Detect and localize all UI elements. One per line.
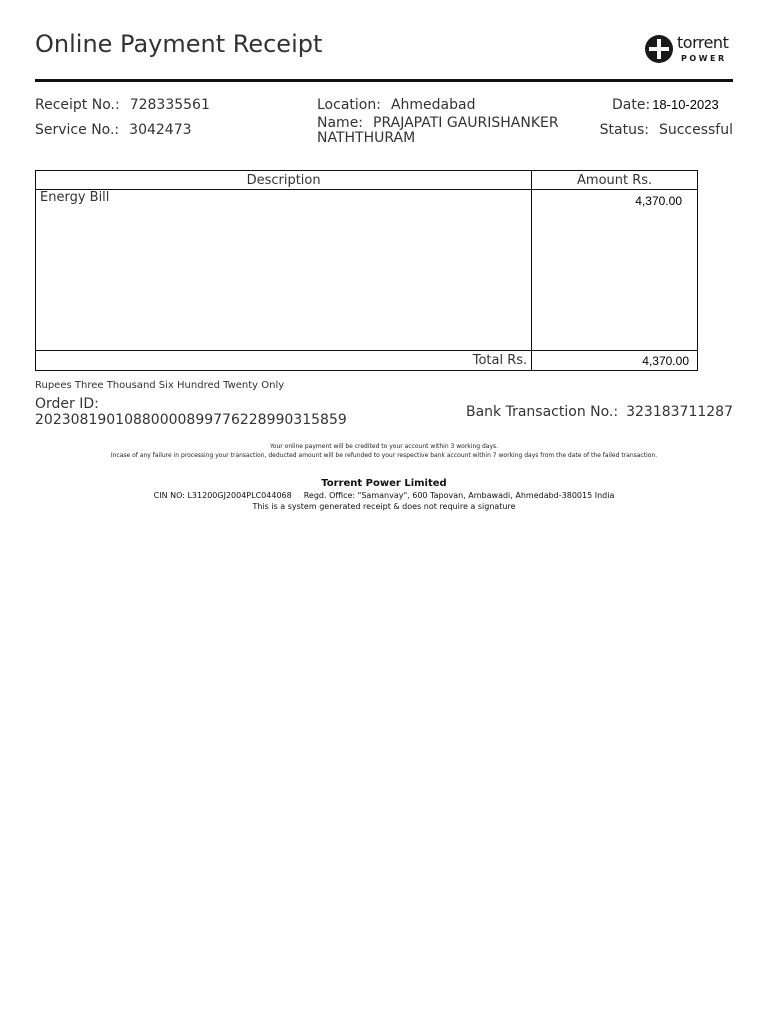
item-amount: 4,370.00 — [532, 190, 698, 351]
total-label: Total Rs. — [36, 351, 532, 371]
name-value-line2: NATHTHURAM — [317, 130, 416, 146]
service-number-field — [35, 122, 192, 138]
receipt-number-value: 728335561 — [129, 97, 210, 113]
system-generated-note: This is a system generated receipt & does not require a signature — [252, 502, 516, 511]
refund-note: Incase of any failure in processing your transaction, deducted amount will be refunded to your respective bank account within 7 working days from the date of the failed transaction. — [110, 452, 658, 459]
amount-column-header: Amount Rs. — [532, 171, 698, 190]
location-value: Ahmedabad — [390, 97, 476, 113]
bill-table — [35, 170, 698, 371]
status-value: Successful — [658, 122, 733, 138]
location-field — [317, 97, 475, 113]
service-number-value: 3042473 — [129, 122, 192, 138]
status-label: Status: — [599, 122, 649, 138]
date-field — [612, 97, 719, 113]
table-header-row — [36, 171, 698, 190]
cin-number: CIN NO: L31200GJ2004PLC044068 — [153, 491, 292, 500]
logo-wordmark: torrent — [677, 33, 729, 52]
name-label: Name: — [317, 115, 364, 131]
bank-transaction-value: 323183711287 — [626, 404, 733, 420]
torrent-logo-icon — [645, 35, 673, 63]
date-label: Date: — [612, 97, 651, 113]
order-id-value: 20230819010880000899776228990315859 — [35, 412, 347, 428]
total-value: 4,370.00 — [532, 351, 698, 371]
description-column-header: Description — [36, 171, 532, 190]
registered-office: Regd. Office: "Samanvay", 600 Tapovan, Ambawadi, Ahmedabd-380015 India — [303, 491, 615, 500]
date-value: 18-10-2023 — [652, 97, 719, 112]
bank-transaction-label: Bank Transaction No.: — [465, 404, 619, 420]
registration-line — [0, 491, 768, 500]
amount-in-words: Rupees Three Thousand Six Hundred Twenty Only — [35, 380, 285, 391]
service-number-label: Service No.: — [35, 122, 120, 138]
receipt-number-field — [35, 97, 210, 113]
name-field — [317, 115, 559, 131]
credit-note: Your online payment will be credited to your account within 3 working days. — [269, 443, 499, 450]
total-row — [36, 351, 698, 371]
order-id-label: Order ID: — [35, 396, 99, 412]
logo-subtext: POWER — [681, 54, 727, 63]
header-divider — [35, 79, 733, 82]
name-value-line1: PRAJAPATI GAURISHANKER — [373, 115, 559, 131]
location-label: Location: — [317, 97, 381, 113]
table-row — [36, 190, 698, 351]
page-title: Online Payment Receipt — [35, 30, 323, 58]
status-field — [600, 122, 733, 138]
item-description: Energy Bill — [36, 190, 532, 351]
receipt-number-label: Receipt No.: — [35, 97, 120, 113]
company-name: Torrent Power Limited — [321, 478, 447, 489]
bank-transaction-field — [466, 404, 733, 420]
torrent-power-logo — [645, 33, 735, 65]
